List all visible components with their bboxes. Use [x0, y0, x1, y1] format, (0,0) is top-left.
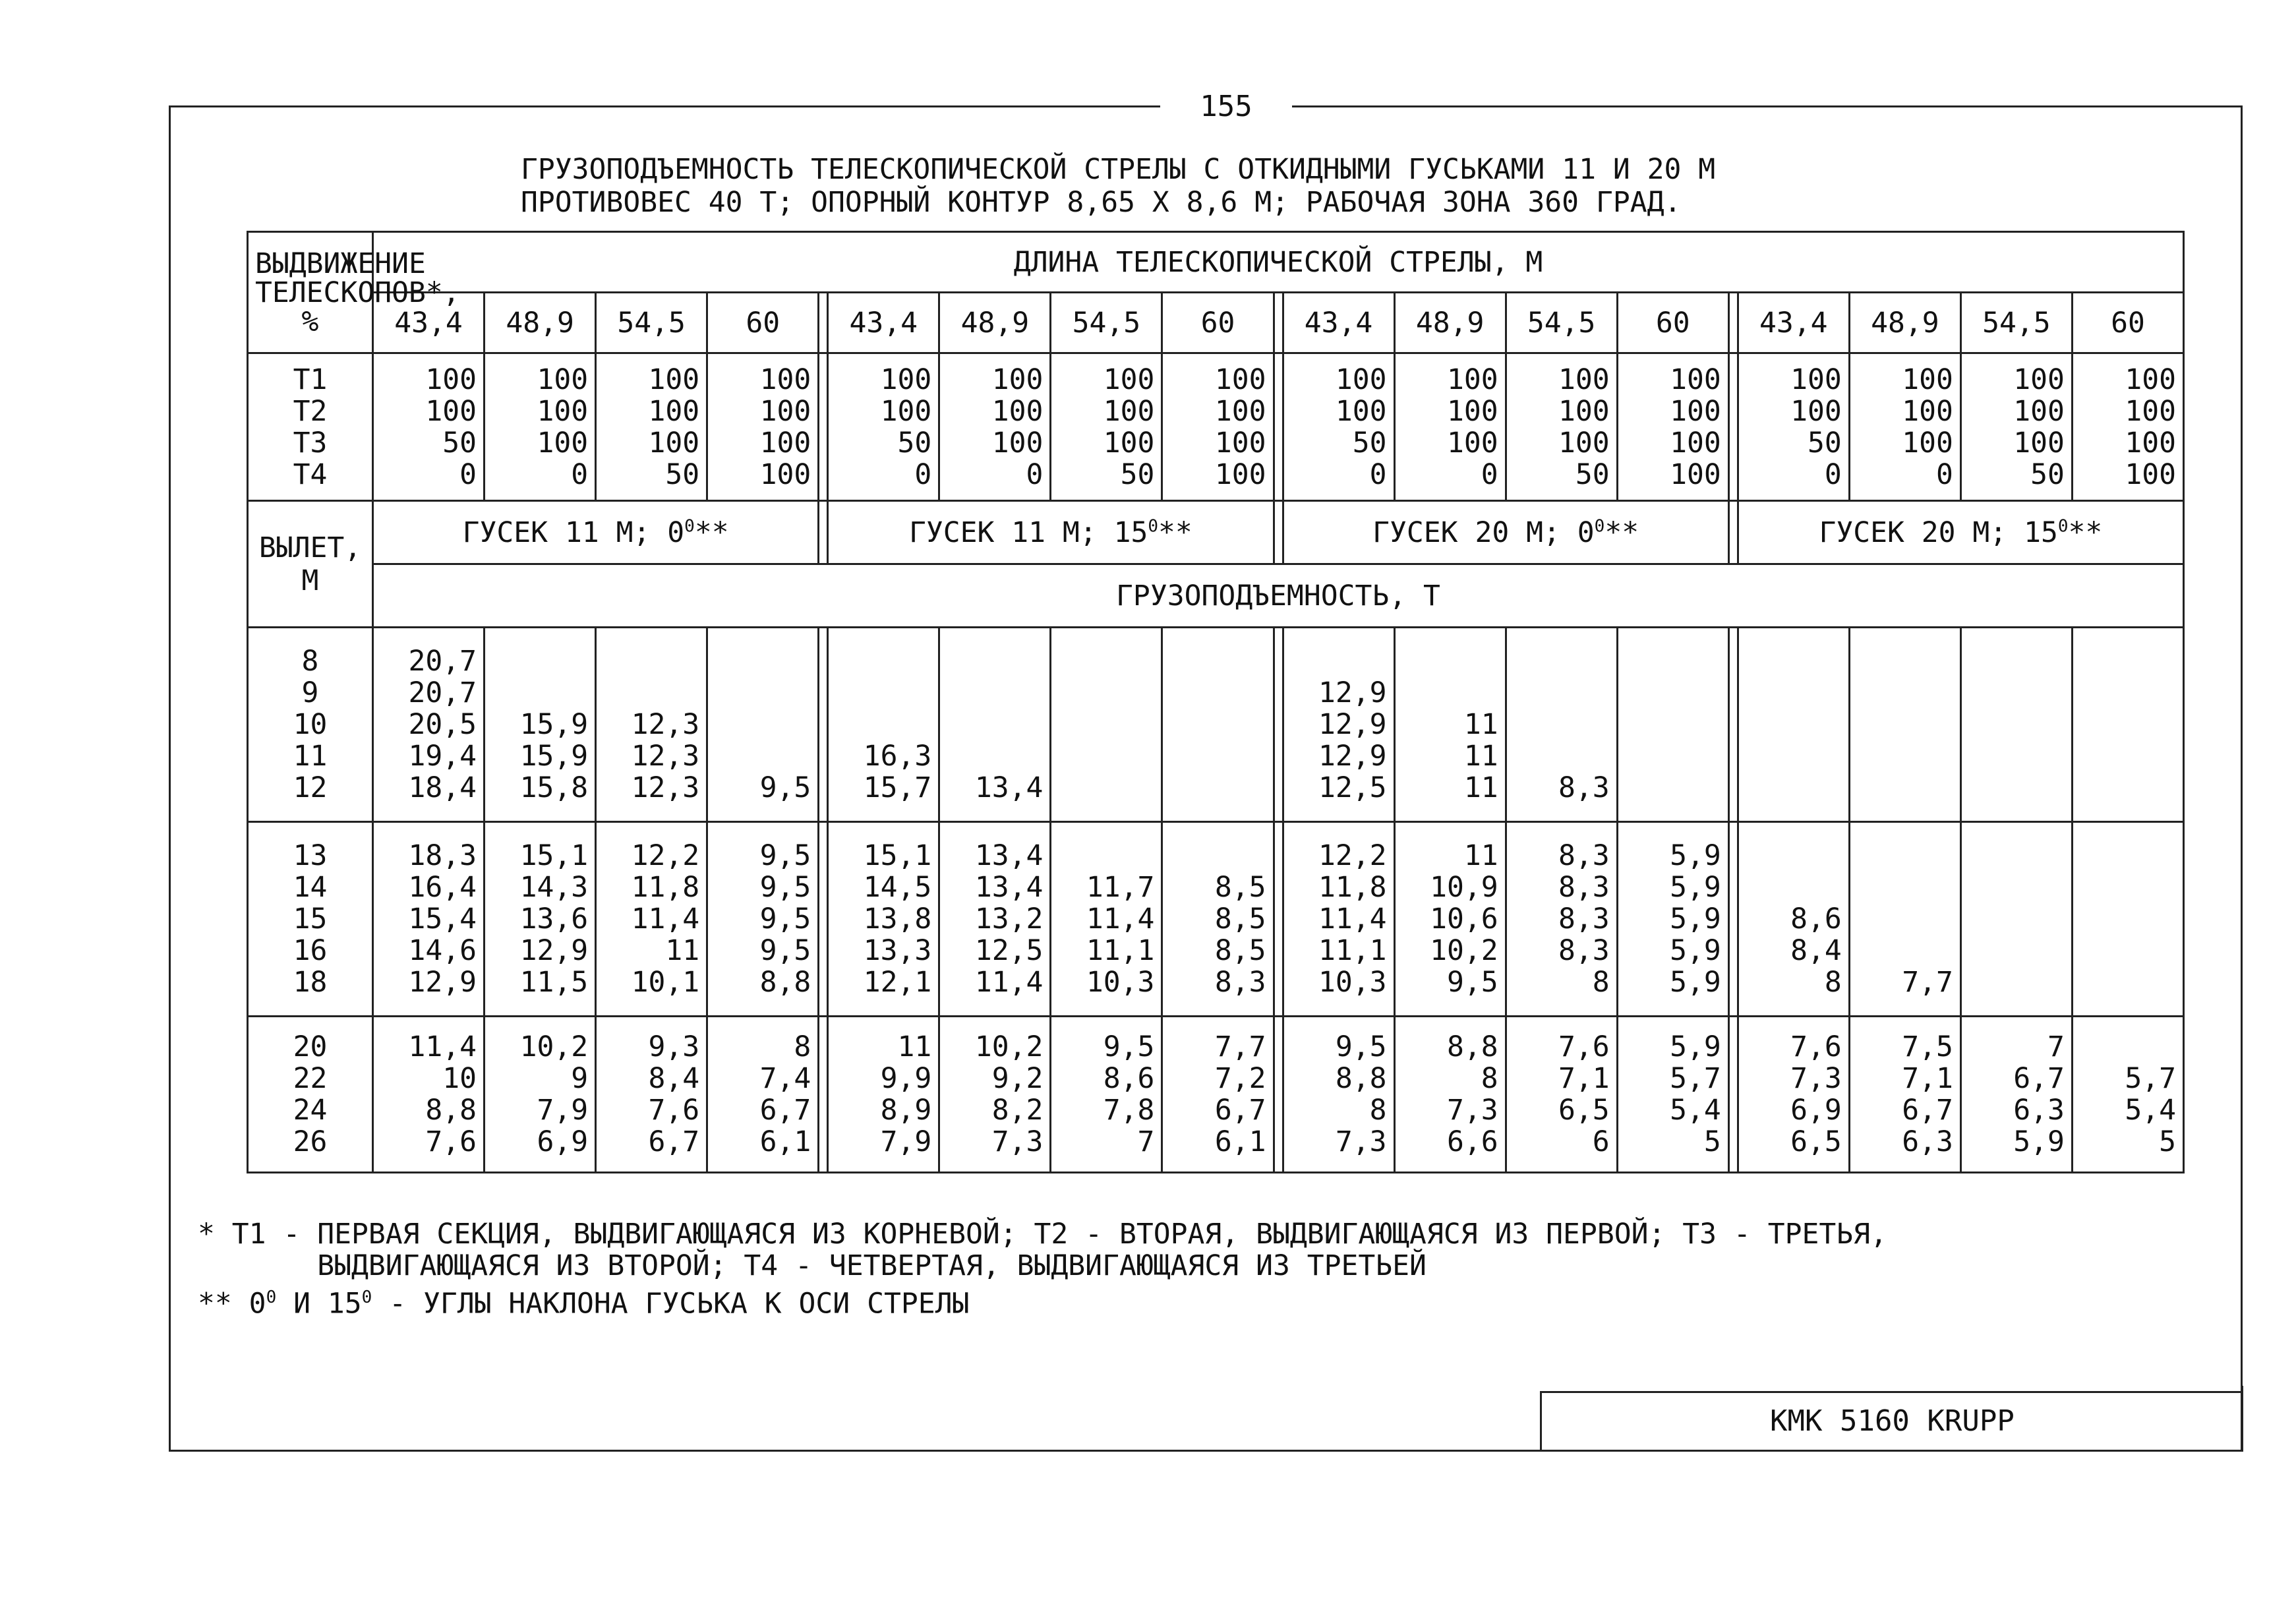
group-separator — [819, 628, 828, 822]
capacity-values — [1617, 628, 1728, 822]
reach-values: 13 14 15 16 18 — [248, 822, 373, 1017]
group-separator — [819, 822, 828, 1017]
capacity-values: 10,2 9 7,9 6,9 — [485, 1017, 596, 1173]
group-separator — [1274, 822, 1283, 1017]
capacity-values: 8,5 8,5 8,5 8,3 — [1162, 822, 1274, 1017]
boom-length-cell: 60 — [2072, 293, 2183, 353]
extension-values: 100 100 50 0 — [373, 353, 485, 501]
degree-mark: 0 — [361, 1288, 372, 1307]
capacity-values: 5,9 5,7 5,4 5 — [1617, 1017, 1728, 1173]
extension-values: 100 100 100 100 — [2072, 353, 2183, 501]
capacity-values: 9,5 9,5 9,5 9,5 8,8 — [707, 822, 819, 1017]
capacity-values: 9,5 8,8 8 7,3 — [1283, 1017, 1394, 1173]
extension-values: 100 100 100 0 — [939, 353, 1051, 501]
capacity-values: 7 6,7 6,3 5,9 — [1960, 1017, 2072, 1173]
extension-values: 100 100 100 0 — [1849, 353, 1960, 501]
extension-values: 100 100 100 50 — [1506, 353, 1617, 501]
extension-values: 100 100 50 0 — [1283, 353, 1394, 501]
capacity-values — [2072, 822, 2183, 1017]
capacity-values: 8,3 8,3 8,3 8,3 8 — [1506, 822, 1617, 1017]
reach-values: 8 9 10 11 12 — [248, 628, 373, 822]
extension-values: 100 100 100 50 — [1051, 353, 1162, 501]
title-line-1: ГРУЗОПОДЪЕМНОСТЬ ТЕЛЕСКОПИЧЕСКОЙ СТРЕЛЫ С ОТКИДНЫМИ ГУСЬКАМИ 11 И 20 М — [521, 153, 1716, 186]
footnote-line-3a: ** 0 — [198, 1287, 266, 1320]
capacity-values: 8,3 — [1506, 628, 1617, 822]
footnote-line-3c: - УГЛЫ НАКЛОНА ГУСЬКА К ОСИ СТРЕЛЫ — [372, 1287, 970, 1320]
extension-header: ВЫДВИЖЕНИЕ ТЕЛЕСКОПОВ*, % — [248, 232, 373, 353]
boom-length-cell: 54,5 — [1960, 293, 2072, 353]
reach-values: 20 22 24 26 — [248, 1017, 373, 1173]
capacity-values: 8,6 8,4 8 — [1738, 822, 1849, 1017]
group-separator — [819, 501, 828, 564]
telescope-labels: Т1 Т2 Т3 Т4 — [248, 353, 373, 501]
boom-length-cell: 54,5 — [1051, 293, 1162, 353]
capacity-values: 11,4 10 8,8 7,6 — [373, 1017, 485, 1173]
capacity-values: 7,5 7,1 6,7 6,3 — [1849, 1017, 1960, 1173]
group-separator — [1728, 501, 1738, 564]
group-separator — [819, 293, 828, 353]
extension-values: 100 100 100 100 — [707, 353, 819, 501]
group-separator — [1728, 293, 1738, 353]
boom-length-cell: 43,4 — [373, 293, 485, 353]
boom-length-cell: 60 — [1162, 293, 1274, 353]
group-separator — [1728, 1017, 1738, 1173]
footnotes — [198, 1218, 1887, 1319]
capacity-values: 15,9 15,9 15,8 — [485, 628, 596, 822]
boom-length-cell: 48,9 — [1394, 293, 1506, 353]
extension-values: 100 100 50 0 — [1738, 353, 1849, 501]
capacity-values: 8 7,4 6,7 6,1 — [707, 1017, 819, 1173]
boom-length-cell: 54,5 — [1506, 293, 1617, 353]
group-separator — [1274, 353, 1283, 501]
boom-length-header: ДЛИНА ТЕЛЕСКОПИЧЕСКОЙ СТРЕЛЫ, М — [373, 232, 2184, 293]
capacity-header: ГРУЗОПОДЪЕМНОСТЬ, Т — [373, 564, 2184, 628]
capacity-values: 13,4 13,4 13,2 12,5 11,4 — [939, 822, 1051, 1017]
document-code: KMK 5160 KRUPP — [1770, 1404, 2015, 1438]
capacity-values — [1960, 628, 2072, 822]
extension-values: 100 100 100 50 — [1960, 353, 2072, 501]
boom-length-cell: 43,4 — [1283, 293, 1394, 353]
group-separator — [1274, 293, 1283, 353]
capacity-values: 9,5 8,6 7,8 7 — [1051, 1017, 1162, 1173]
footnote-line-3b: И 15 — [276, 1287, 362, 1320]
capacity-values — [1051, 628, 1162, 822]
capacity-values: 5,7 5,4 5 — [2072, 1017, 2183, 1173]
extension-values: 100 100 100 0 — [485, 353, 596, 501]
capacity-values: 16,3 15,7 — [828, 628, 939, 822]
capacity-values: 7,7 7,2 6,7 6,1 — [1162, 1017, 1274, 1173]
boom-length-cell: 48,9 — [485, 293, 596, 353]
capacity-values: 9,5 — [707, 628, 819, 822]
capacity-values: 5,9 5,9 5,9 5,9 5,9 — [1617, 822, 1728, 1017]
capacity-values: 20,7 20,7 20,5 19,4 18,4 — [373, 628, 485, 822]
gooseneck-header: ГУСЕК 20 М; $15^0**$ — [1738, 501, 2183, 564]
footnote-line-2: ВЫДВИГАЮЩАЯСЯ ИЗ ВТОРОЙ; Т4 - ЧЕТВЕРТАЯ, ВЫДВИГАЮЩАЯСЯ ИЗ ТРЕТЬЕЙ — [198, 1249, 1427, 1282]
capacity-values — [1738, 628, 1849, 822]
boom-length-cell: 60 — [1617, 293, 1728, 353]
title-block — [1540, 1391, 2243, 1452]
group-separator — [819, 353, 828, 501]
group-separator — [1728, 353, 1738, 501]
gooseneck-header: ГУСЕК 20 М; $0^0**$ — [1283, 501, 1728, 564]
group-separator — [1274, 1017, 1283, 1173]
capacity-values: 11,7 11,4 11,1 10,3 — [1051, 822, 1162, 1017]
capacity-values: 11 10,9 10,6 10,2 9,5 — [1394, 822, 1506, 1017]
extension-values: 100 100 50 0 — [828, 353, 939, 501]
load-capacity-table — [247, 231, 2185, 1173]
group-separator — [1274, 628, 1283, 822]
footnote-line-1: * Т1 - ПЕРВАЯ СЕКЦИЯ, ВЫДВИГАЮЩАЯСЯ ИЗ КОРНЕВОЙ; Т2 - ВТОРАЯ, ВЫДВИГАЮЩАЯСЯ ИЗ ПЕРВОЙ; Т3 - ТРЕТЬЯ, — [198, 1218, 1887, 1251]
group-separator — [1728, 628, 1738, 822]
title-line-2: ПРОТИВОВЕС 40 Т; ОПОРНЫЙ КОНТУР 8,65 Х 8,6 М; РАБОЧАЯ ЗОНА 360 ГРАД. — [521, 186, 1682, 219]
capacity-values: 9,3 8,4 7,6 6,7 — [596, 1017, 707, 1173]
capacity-values: 7,6 7,1 6,5 6 — [1506, 1017, 1617, 1173]
capacity-values — [1849, 628, 1960, 822]
extension-values: 100 100 100 50 — [596, 353, 707, 501]
capacity-values: 7,7 — [1849, 822, 1960, 1017]
capacity-values: 8,8 8 7,3 6,6 — [1394, 1017, 1506, 1173]
capacity-values: 11 9,9 8,9 7,9 — [828, 1017, 939, 1173]
capacity-values — [1162, 628, 1274, 822]
extension-values: 100 100 100 0 — [1394, 353, 1506, 501]
capacity-values: 15,1 14,3 13,6 12,9 11,5 — [485, 822, 596, 1017]
capacity-values — [1960, 822, 2072, 1017]
capacity-values — [2072, 628, 2183, 822]
gooseneck-header: ГУСЕК 11 М; $0^0**$ — [373, 501, 819, 564]
capacity-values: 11 11 11 — [1394, 628, 1506, 822]
reach-header: ВЫЛЕТ, М — [248, 501, 373, 628]
boom-length-cell: 48,9 — [1849, 293, 1960, 353]
gooseneck-header: ГУСЕК 11 М; $15^0**$ — [828, 501, 1274, 564]
boom-length-cell: 60 — [707, 293, 819, 353]
capacity-values: 12,2 11,8 11,4 11,1 10,3 — [1283, 822, 1394, 1017]
boom-length-cell: 48,9 — [939, 293, 1051, 353]
extension-values: 100 100 100 100 — [1162, 353, 1274, 501]
capacity-values: 12,2 11,8 11,4 11 10,1 — [596, 822, 707, 1017]
capacity-values: 18,3 16,4 15,4 14,6 12,9 — [373, 822, 485, 1017]
degree-mark: 0 — [266, 1288, 277, 1307]
capacity-values: 12,3 12,3 12,3 — [596, 628, 707, 822]
group-separator — [1728, 822, 1738, 1017]
capacity-values: 10,2 9,2 8,2 7,3 — [939, 1017, 1051, 1173]
boom-length-cell: 54,5 — [596, 293, 707, 353]
extension-values: 100 100 100 100 — [1617, 353, 1728, 501]
frame-edge — [2241, 1386, 2243, 1452]
capacity-values: 13,4 — [939, 628, 1051, 822]
page-title — [521, 153, 1715, 219]
capacity-values: 15,1 14,5 13,8 13,3 12,1 — [828, 822, 939, 1017]
boom-length-cell: 43,4 — [828, 293, 939, 353]
group-separator — [819, 1017, 828, 1173]
boom-length-cell: 43,4 — [1738, 293, 1849, 353]
capacity-values: 7,6 7,3 6,9 6,5 — [1738, 1017, 1849, 1173]
group-separator — [1274, 501, 1283, 564]
page-number: 155 — [1160, 87, 1292, 127]
capacity-values: 12,9 12,9 12,9 12,5 — [1283, 628, 1394, 822]
